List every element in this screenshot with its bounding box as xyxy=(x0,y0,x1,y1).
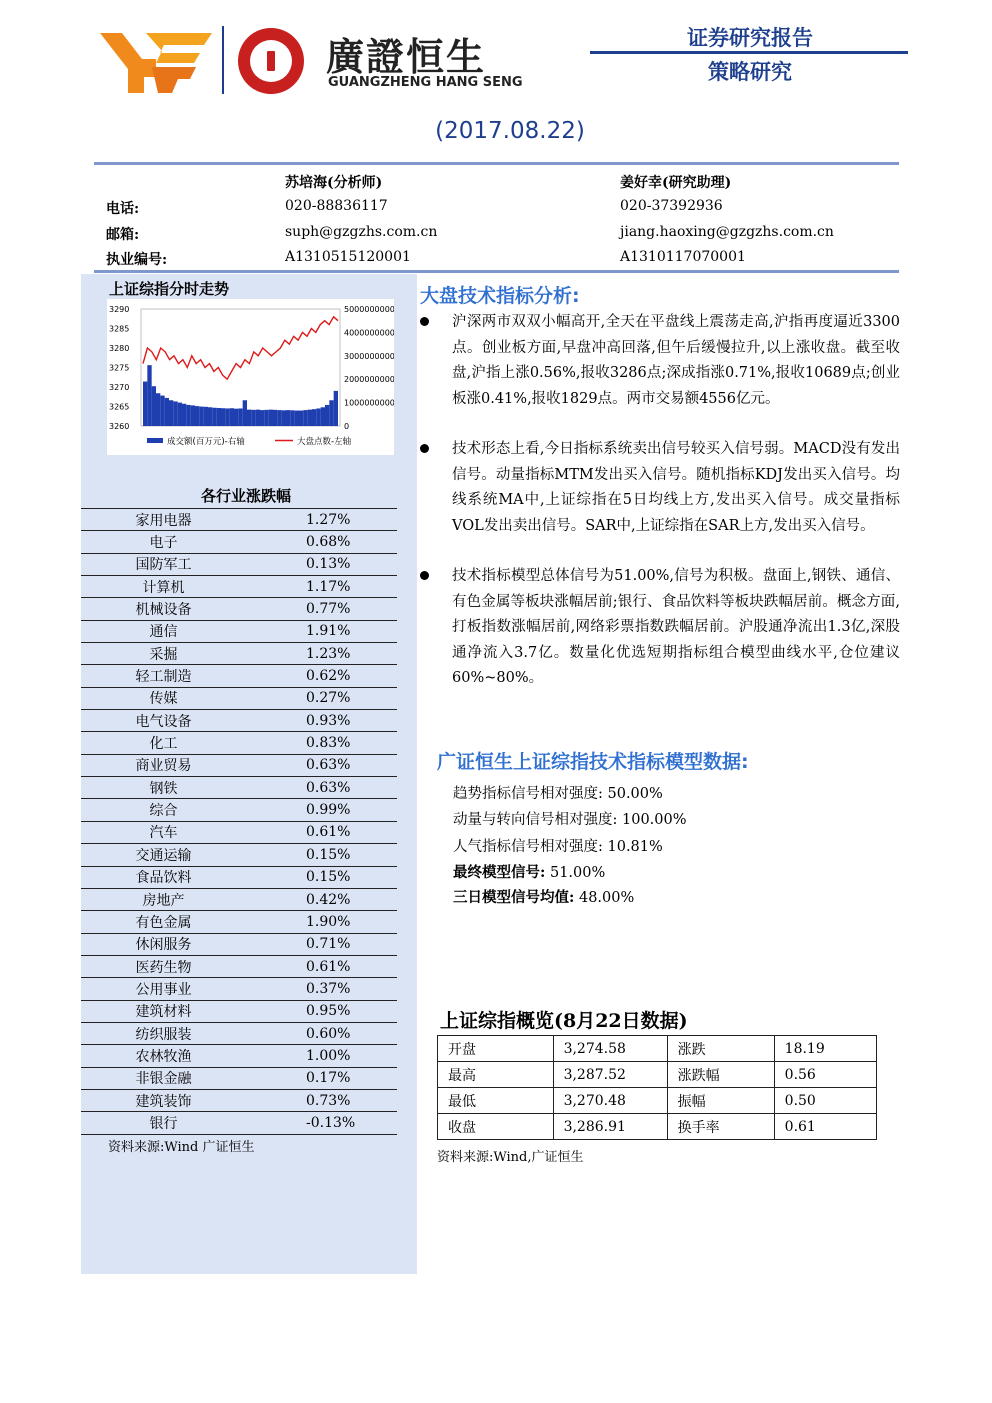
left-axis-tick-label: 3270 xyxy=(109,383,130,392)
model-value: 51.00% xyxy=(549,865,606,881)
industry-name: 计算机 xyxy=(81,576,246,598)
overview-value: 0.50 xyxy=(774,1088,876,1114)
industry-name: 钢铁 xyxy=(81,777,246,799)
industry-name: 有色金属 xyxy=(81,911,246,933)
analyst1-phone: 020-88836117 xyxy=(285,198,388,214)
legend-index-label: 大盘点数-左轴 xyxy=(297,437,352,447)
industry-name: 传媒 xyxy=(81,687,246,709)
model-value: 100.00% xyxy=(622,812,687,828)
industry-name: 汽车 xyxy=(81,821,246,843)
overview-label: 换手率 xyxy=(667,1114,774,1140)
left-axis-tick-label: 3275 xyxy=(109,363,130,373)
seal-logo-icon xyxy=(238,28,304,94)
left-axis-tick-label: 3280 xyxy=(109,344,130,353)
industry-change: 0.37% xyxy=(246,978,397,1000)
industry-row xyxy=(81,576,397,598)
overview-title: 上证综指概览(8月22日数据) xyxy=(440,1010,688,1032)
industry-change: 0.60% xyxy=(246,1022,397,1044)
industry-name: 商业贸易 xyxy=(81,754,246,776)
model-line xyxy=(453,782,663,803)
industry-row xyxy=(81,665,397,687)
industry-name: 交通运输 xyxy=(81,844,246,866)
analyst1-email[interactable]: suph@gzgzhs.com.cn xyxy=(285,224,438,240)
volume-bar xyxy=(290,410,294,426)
right-axis-tick-label: 4000000000 xyxy=(344,328,394,338)
overview-value: 3,286.91 xyxy=(553,1114,667,1140)
industry-name: 银行 xyxy=(81,1112,246,1134)
volume-bar xyxy=(303,410,307,426)
industry-row xyxy=(81,955,397,977)
industry-name: 电子 xyxy=(81,531,246,553)
industry-row xyxy=(81,509,397,531)
volume-bar xyxy=(273,410,277,426)
industry-name: 医药生物 xyxy=(81,955,246,977)
overview-row xyxy=(438,1036,877,1062)
email-label: 邮箱: xyxy=(106,227,140,243)
volume-bar xyxy=(186,405,190,426)
volume-bar xyxy=(208,407,212,426)
right-axis-tick-label: 5000000000 xyxy=(344,305,394,314)
industry-row xyxy=(81,933,397,955)
model-label: 趋势指标信号相对强度: xyxy=(453,786,603,802)
industry-name: 化工 xyxy=(81,732,246,754)
industry-change: 1.17% xyxy=(246,576,397,598)
analyst1-license: A1310515120001 xyxy=(285,249,411,265)
industry-change: 0.63% xyxy=(246,754,397,776)
industry-change: 0.61% xyxy=(246,821,397,843)
industry-change: 0.63% xyxy=(246,777,397,799)
volume-bar xyxy=(238,408,242,426)
volume-bar xyxy=(316,408,320,426)
overview-value: 18.19 xyxy=(774,1036,876,1062)
model-title: 广证恒生上证综指技术指标模型数据: xyxy=(437,751,749,773)
volume-bar xyxy=(199,407,203,426)
industry-change: 0.61% xyxy=(246,955,397,977)
industry-row xyxy=(81,531,397,553)
volume-bar xyxy=(269,410,273,426)
header-rule xyxy=(590,51,908,54)
industry-change: -0.13% xyxy=(246,1112,397,1134)
industry-name: 采掘 xyxy=(81,643,246,665)
right-axis-tick-label: 0 xyxy=(344,422,350,431)
volume-bar xyxy=(299,411,303,426)
volume-bar xyxy=(191,405,195,426)
industry-name: 纺织服装 xyxy=(81,1022,246,1044)
right-axis-tick-label: 1000000000 xyxy=(344,398,394,408)
volume-bar xyxy=(204,407,208,426)
analyst2-name: 姜好幸(研究助理) xyxy=(620,175,732,191)
industry-change: 0.93% xyxy=(246,710,397,732)
overview-label: 最高 xyxy=(438,1062,554,1088)
volume-bar xyxy=(264,410,268,426)
volume-bar xyxy=(312,409,316,426)
volume-bar xyxy=(243,400,247,426)
volume-bar xyxy=(212,408,216,426)
legend-volume-label: 成交额(百万元)-右轴 xyxy=(167,437,245,447)
industry-change: 0.99% xyxy=(246,799,397,821)
volume-bar xyxy=(308,410,312,426)
right-axis-tick-label: 2000000000 xyxy=(344,375,394,385)
volume-bar xyxy=(251,410,255,426)
industry-table xyxy=(81,508,397,1135)
industry-row xyxy=(81,799,397,821)
industry-name: 通信 xyxy=(81,620,246,642)
industry-row xyxy=(81,844,397,866)
volume-bar xyxy=(156,393,160,426)
volume-bar xyxy=(178,403,182,426)
industry-row xyxy=(81,620,397,642)
logo-divider xyxy=(222,26,224,94)
industry-row xyxy=(81,1089,397,1111)
volume-bar xyxy=(329,400,333,426)
contact-rule-top xyxy=(94,162,899,165)
overview-table xyxy=(437,1035,877,1140)
overview-value: 0.61 xyxy=(774,1114,876,1140)
industry-name: 电气设备 xyxy=(81,710,246,732)
model-line xyxy=(453,808,687,829)
volume-bar xyxy=(321,407,325,426)
industry-name: 房地产 xyxy=(81,888,246,910)
industry-row xyxy=(81,888,397,910)
legend-volume-swatch xyxy=(147,438,163,443)
overview-label: 收盘 xyxy=(438,1114,554,1140)
right-axis-tick-label: 3000000000 xyxy=(344,351,394,361)
industry-name: 建筑材料 xyxy=(81,1000,246,1022)
volume-bar xyxy=(182,404,186,426)
volume-bar xyxy=(230,408,234,426)
industry-row xyxy=(81,978,397,1000)
industry-name: 建筑装饰 xyxy=(81,1089,246,1111)
left-axis-tick-label: 3260 xyxy=(109,422,130,431)
volume-bar xyxy=(147,365,151,426)
industry-name: 家用电器 xyxy=(81,509,246,531)
ye-logo-icon xyxy=(100,25,212,93)
volume-bar xyxy=(247,410,251,426)
industry-source: 资料来源:Wind 广证恒生 xyxy=(108,1140,255,1155)
overview-label: 涨跌 xyxy=(667,1036,774,1062)
volume-bar xyxy=(217,408,221,426)
volume-bar xyxy=(225,408,229,426)
volume-bar xyxy=(325,405,329,426)
intraday-chart xyxy=(107,299,394,455)
industry-change: 0.68% xyxy=(246,531,397,553)
company-name-en: GUANGZHENG HANG SENG xyxy=(328,75,523,90)
industry-change: 0.83% xyxy=(246,732,397,754)
license-label: 执业编号: xyxy=(106,252,168,268)
overview-label: 开盘 xyxy=(438,1036,554,1062)
volume-bar xyxy=(195,406,199,426)
volume-bar xyxy=(152,386,156,426)
analyst2-email[interactable]: jiang.haoxing@gzgzhs.com.cn xyxy=(620,224,834,240)
overview-row xyxy=(438,1088,877,1114)
overview-row xyxy=(438,1062,877,1088)
report-date: (2017.08.22) xyxy=(435,118,585,144)
industry-row xyxy=(81,1045,397,1067)
intraday-chart-title: 上证综指分时走势 xyxy=(109,280,230,298)
volume-bar xyxy=(143,382,147,426)
model-line xyxy=(453,835,663,856)
industry-change: 0.27% xyxy=(246,687,397,709)
model-value: 50.00% xyxy=(607,786,663,802)
analysis-bullet-text: 技术形态上看,今日指标系统卖出信号较买入信号弱。MACD没有发出信号。动量指标MTM发出买入信号。随机指标KDJ发出买入信号。均线系统MA中,上证综指在5日均线上方,发出买入信号。成交量指标VOL发出卖出信号。SAR中,上证综指在SAR上方,发出买入信号。 xyxy=(452,441,900,534)
industry-row xyxy=(81,687,397,709)
industry-change: 0.71% xyxy=(246,933,397,955)
industry-change: 1.91% xyxy=(246,620,397,642)
volume-bar xyxy=(165,398,169,426)
industry-change: 1.00% xyxy=(246,1045,397,1067)
industry-change: 0.62% xyxy=(246,665,397,687)
phone-label: 电话: xyxy=(106,201,140,217)
volume-bar xyxy=(295,411,299,426)
volume-bar xyxy=(256,410,260,426)
industry-change: 1.27% xyxy=(246,509,397,531)
volume-bar xyxy=(282,410,286,426)
industry-row xyxy=(81,1112,397,1134)
model-label: 人气指标信号相对强度: xyxy=(453,839,603,855)
contact-rule-bottom xyxy=(94,270,899,273)
left-axis-tick-label: 3285 xyxy=(109,324,130,334)
industry-change: 0.42% xyxy=(246,888,397,910)
analysis-bullet-text: 技术指标模型总体信号为51.00%,信号为积极。盘面上,钢铁、通信、有色金属等板块涨幅居前;银行、食品饮料等板块跌幅居前。概念方面,打板指数涨幅居前,网络彩票指数跌幅居前。沪股通净流出1.3亿,深股通净流入3.7亿。数量化优选短期指标组合模型曲线水平,仓位建议60%~80%。 xyxy=(452,568,900,686)
overview-label: 振幅 xyxy=(667,1088,774,1114)
overview-value: 3,274.58 xyxy=(553,1036,667,1062)
volume-bar xyxy=(286,410,290,426)
analyst2-license: A1310117070001 xyxy=(620,249,746,265)
bullet-dot-icon xyxy=(420,571,429,580)
bullet-dot-icon xyxy=(420,444,429,453)
industry-row xyxy=(81,1000,397,1022)
model-label: 动量与转向信号相对强度: xyxy=(453,812,618,828)
industry-change: 0.77% xyxy=(246,598,397,620)
industry-row xyxy=(81,1067,397,1089)
intraday-chart-svg xyxy=(107,299,394,455)
industry-change: 1.90% xyxy=(246,911,397,933)
volume-bar xyxy=(221,408,225,426)
overview-label: 涨跌幅 xyxy=(667,1062,774,1088)
model-line-final xyxy=(453,861,605,882)
overview-label: 最低 xyxy=(438,1088,554,1114)
model-label: 最终模型信号: xyxy=(453,864,546,881)
model-label: 三日模型信号均值: xyxy=(453,889,575,906)
industry-name: 食品饮料 xyxy=(81,866,246,888)
industry-row xyxy=(81,598,397,620)
industry-row xyxy=(81,1022,397,1044)
bullet-dot-icon xyxy=(420,317,429,326)
volume-bar xyxy=(160,396,164,426)
overview-row xyxy=(438,1114,877,1140)
industry-name: 农林牧渔 xyxy=(81,1045,246,1067)
industry-row xyxy=(81,911,397,933)
industry-row xyxy=(81,777,397,799)
volume-bar xyxy=(234,409,238,426)
analysis-bullet-text: 沪深两市双双小幅高开,全天在平盘线上震荡走高,沪指再度逼近3300点。创业板方面,早盘冲高回落,但午后缓慢拉升,以上涨收盘。截至收盘,沪指上涨0.56%,报收3286点;深成指涨0.71%,报收10689点;创业板涨0.41%,报收1829点。两市交易额4556亿元。 xyxy=(452,314,900,407)
industry-change: 0.13% xyxy=(246,553,397,575)
volume-bar xyxy=(334,391,338,426)
volume-bar xyxy=(169,400,173,426)
left-axis-tick-label: 3290 xyxy=(109,305,130,314)
overview-value: 0.56 xyxy=(774,1062,876,1088)
model-value: 48.00% xyxy=(578,890,635,906)
industry-row xyxy=(81,821,397,843)
industry-name: 公用事业 xyxy=(81,978,246,1000)
industry-change: 1.23% xyxy=(246,643,397,665)
industry-row xyxy=(81,710,397,732)
left-axis-tick-label: 3265 xyxy=(109,402,130,412)
model-line-3day xyxy=(453,886,634,907)
industry-name: 非银金融 xyxy=(81,1067,246,1089)
industry-name: 综合 xyxy=(81,799,246,821)
company-name-cn: 廣證恒生 xyxy=(326,35,487,79)
volume-bar xyxy=(173,401,177,426)
analysis-bullet-3 xyxy=(420,564,900,692)
industry-change: 0.95% xyxy=(246,1000,397,1022)
analysis-bullet-1 xyxy=(420,310,900,412)
industry-table-title: 各行业涨跌幅 xyxy=(200,487,291,505)
industry-row xyxy=(81,643,397,665)
overview-value: 3,287.52 xyxy=(553,1062,667,1088)
industry-name: 休闲服务 xyxy=(81,933,246,955)
industry-name: 机械设备 xyxy=(81,598,246,620)
industry-name: 轻工制造 xyxy=(81,665,246,687)
volume-bar xyxy=(260,410,264,426)
industry-row xyxy=(81,553,397,575)
industry-change: 0.73% xyxy=(246,1089,397,1111)
industry-change: 0.15% xyxy=(246,866,397,888)
industry-name: 国防军工 xyxy=(81,553,246,575)
analyst2-phone: 020-37392936 xyxy=(620,198,723,214)
analyst1-name: 苏培海(分析师) xyxy=(285,175,383,191)
industry-row xyxy=(81,866,397,888)
analysis-bullet-2 xyxy=(420,437,900,539)
overview-value: 3,270.48 xyxy=(553,1088,667,1114)
report-type: 证券研究报告 xyxy=(687,26,813,50)
industry-change: 0.15% xyxy=(246,844,397,866)
model-value: 10.81% xyxy=(607,839,663,855)
volume-bar xyxy=(277,410,281,426)
overview-source: 资料来源:Wind,广证恒生 xyxy=(437,1150,584,1165)
report-subtype: 策略研究 xyxy=(708,60,792,84)
industry-row xyxy=(81,754,397,776)
analysis-title: 大盘技术指标分析: xyxy=(420,285,580,307)
industry-change: 0.17% xyxy=(246,1067,397,1089)
industry-row xyxy=(81,732,397,754)
